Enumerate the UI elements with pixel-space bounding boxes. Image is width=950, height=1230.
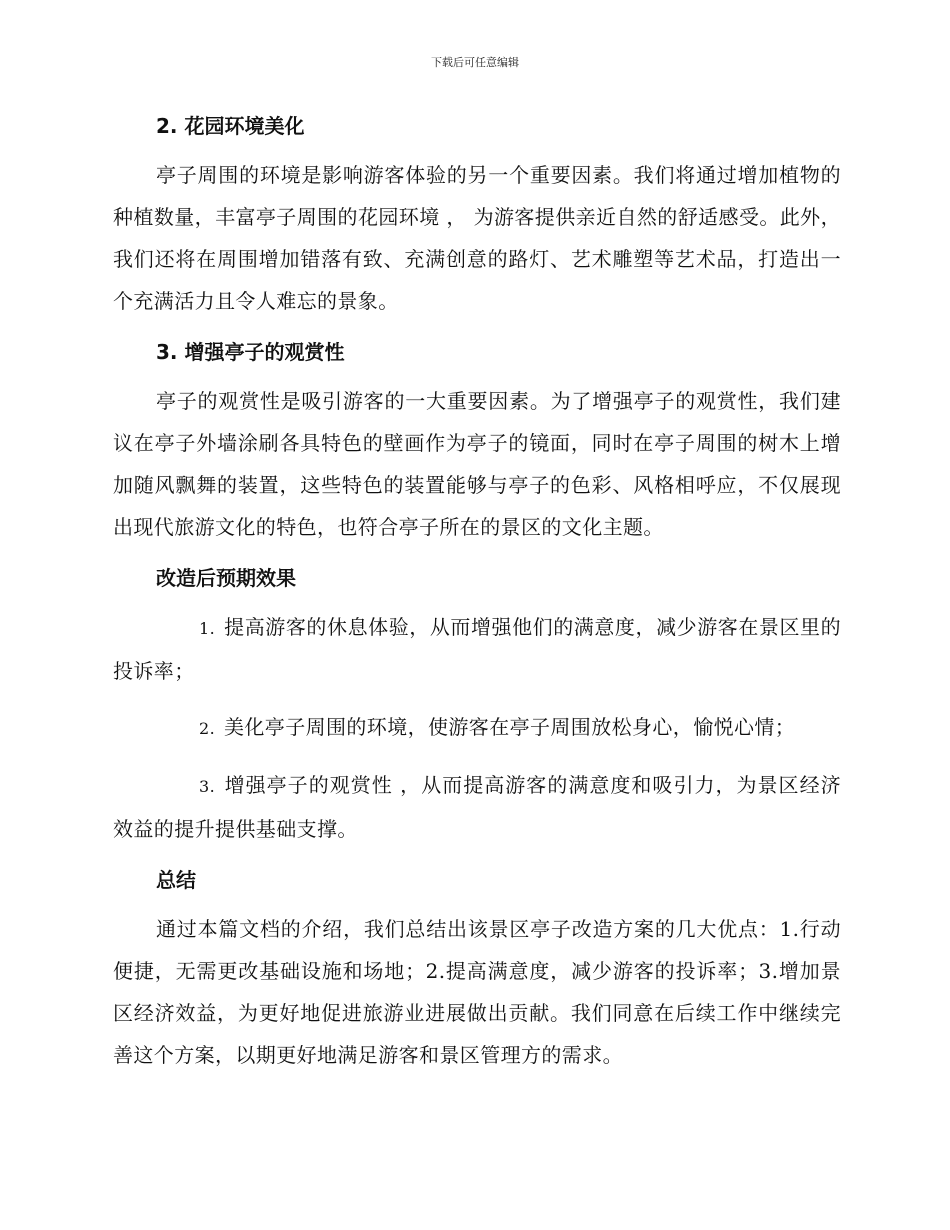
list-item-text: 提高游客的休息体验，从而增强他们的满意度，减少游客在景区里的投诉率； [113, 615, 841, 683]
page-header: 下载后可任意编辑 [431, 56, 519, 69]
list-item [113, 606, 841, 692]
section-heading-summary: 总结 [156, 868, 196, 892]
list-item-number: 2. [199, 719, 216, 738]
list-item [113, 764, 841, 850]
section-heading-effects: 改造后预期效果 [156, 566, 296, 590]
section-paragraph-viewing: 亭子的观赏性是吸引游客的一大重要因素。为了增强亭子的观赏性，我们建议在亭子外墙涂刷各具特色的壁画作为亭子的镜面，同时在亭子周围的树木上增加随风飘舞的装置，这些特色的装置能够与亭子的色彩、风格相呼应，不仅展现出现代旅游文化的特色，也符合亭子所在的景区的文化主题。 [113, 389, 841, 539]
section-heading-garden: 2. 花园环境美化 [156, 114, 305, 138]
document-body [113, 110, 841, 1076]
list-item-number: 3. [199, 777, 216, 796]
list-item-text: 增强亭子的观赏性 ，从而提高游客的满意度和吸引力，为景区经济效益的提升提供基础支撑。 [113, 773, 841, 841]
section-heading-viewing: 3. 增强亭子的观赏性 [156, 340, 345, 364]
list-item-number: 1. [199, 619, 216, 638]
section-paragraph-garden: 亭子周围的环境是影响游客体验的另一个重要因素。我们将通过增加植物的种植数量，丰富亭子周围的花园环境 ， 为游客提供亲近自然的舒适感受。此外，我们还将在周围增加错落有致、充满创意的路灯、艺术雕塑等艺术品，打造出一个充满活力且令人难忘的景象。 [113, 163, 841, 313]
list-item [113, 706, 841, 750]
list-item-text: 美化亭子周围的环境，使游客在亭子周围放松身心，愉悦心情； [224, 715, 796, 739]
section-paragraph-summary: 通过本篇文档的介绍，我们总结出该景区亭子改造方案的几大优点：1.行动便捷，无需更改基础设施和场地；2.提高满意度，减少游客的投诉率；3.增加景区经济效益，为更好地促进旅游业进展做出贡献。我们同意在后续工作中继续完善这个方案，以期更好地满足游客和景区管理方的需求。 [113, 917, 841, 1067]
